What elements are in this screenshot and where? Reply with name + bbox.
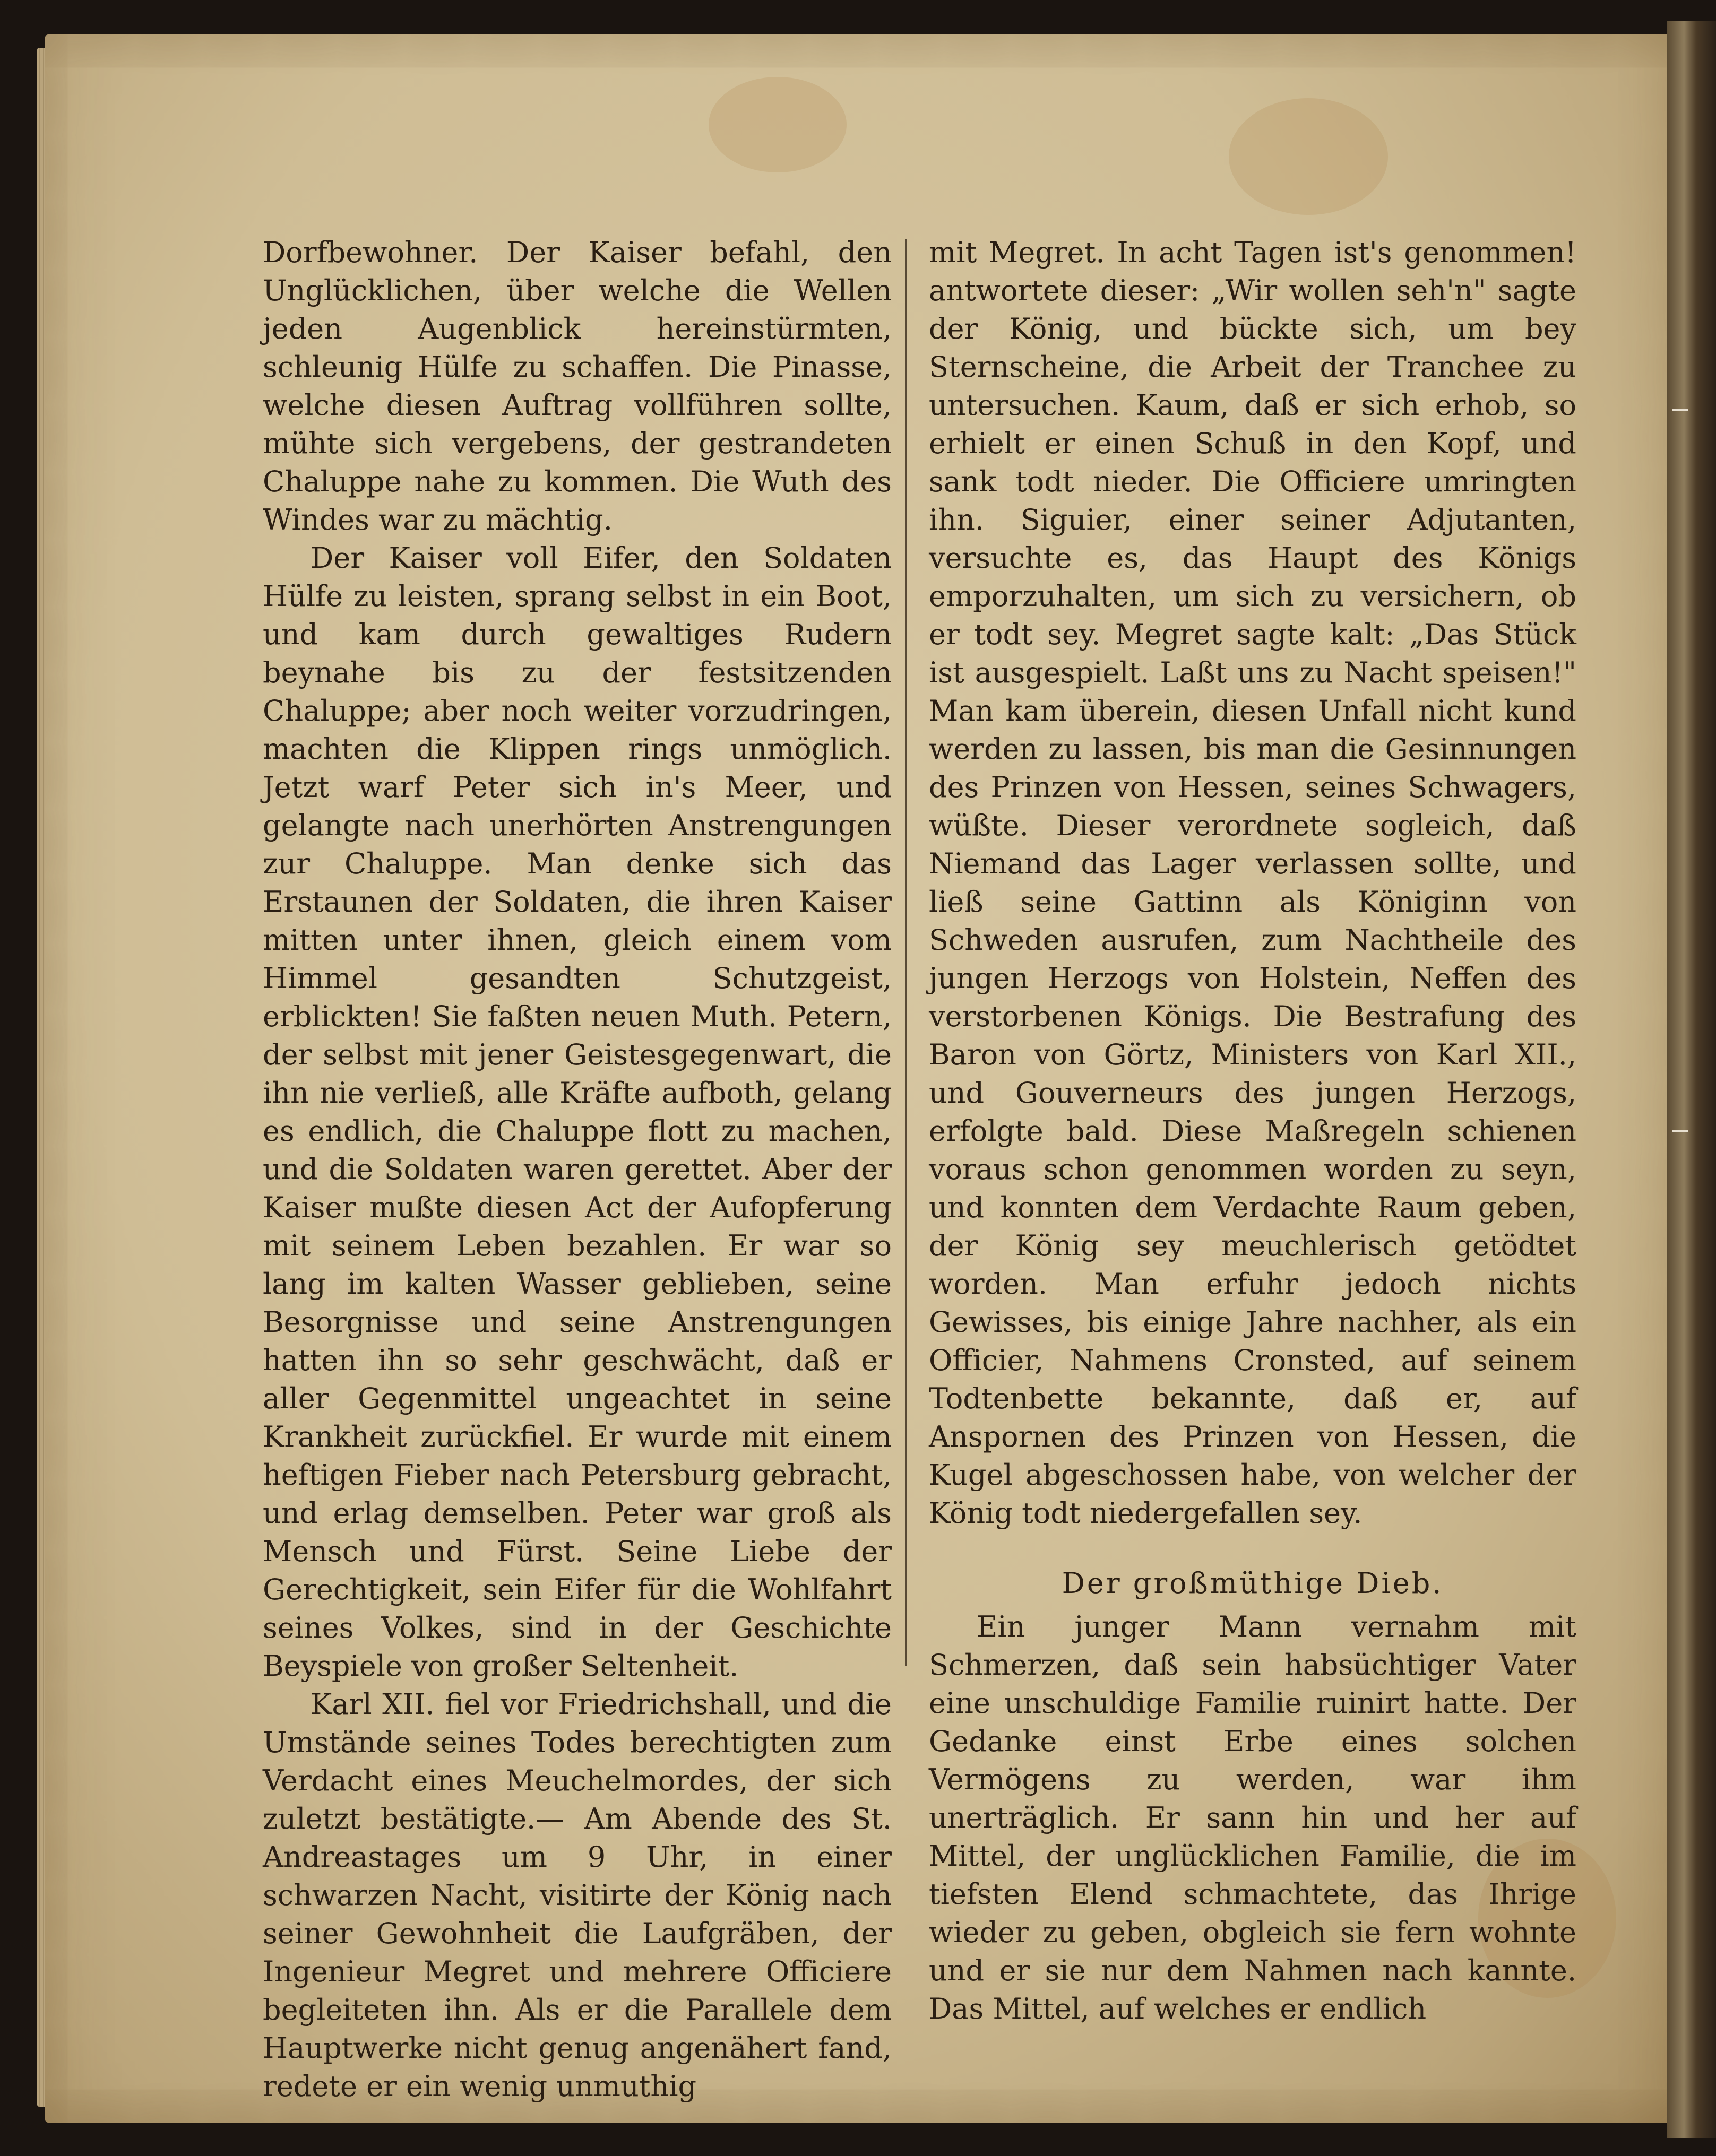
binding-stitch bbox=[1672, 409, 1688, 411]
paragraph: Dorfbewohner. Der Kaiser befahl, den Unglücklichen, über welche die Wellen jeden Augenblick hereinstürmten, schleunig Hülfe zu schaffen. Die Pinasse, welche diesen Auftrag vollführen sollte, mühte sich vergebens, der gestrandeten Chaluppe nahe zu kommen. Die Wuth des Windes war zu mächtig. bbox=[263, 236, 892, 536]
column-divider bbox=[905, 239, 907, 1666]
paragraph: mit Megret. In acht Tagen ist's genommen! antwortete dieser: „Wir wollen seh'n" sagte der König, und bückte sich, um bey Sternscheine, die Arbeit der Tranchee zu untersuchen. Kaum, daß er sich erhob, so erhielt er einen Schuß in den Kopf, und sank todt nieder. Die Officiere umringten ihn. Siguier, einer seiner Adjutanten, versuchte es, das Haupt des Königs emporzuhalten, um sich zu versichern, ob er todt sey. Megret sagte kalt: „Das Stück ist ausgespielt. Laßt uns zu Nacht speisen!" Man kam überein, diesen Unfall nicht kund werden zu lassen, bis man die Gesinnungen des Prinzen von Hessen, seines Schwagers, wüßte. Dieser verordnete sogleich, daß Niemand das Lager verlassen sollte, und ließ seine Gattinn als Königinn von Schweden ausrufen, zum Nachtheile des jungen Herzogs von Holstein, Neffen des verstorbenen Königs. Die Bestrafung des Baron von Görtz, Ministers von Karl XII., und Gouverneurs des jungen Herzogs, erfolgte bald. Diese Maßregeln schienen voraus schon genommen worden zu seyn, und konnten dem Verdachte Raum geben, der König sey meuchlerisch getödtet worden. Man erfuhr jedoch nichts Gewisses, bis einige Jahre nachher, als ein Officier, Nahmens Cronsted, auf seinem Todtenbette bekannte, daß er, auf Anspornen des Prinzen von Hessen, die Kugel abgeschossen habe, von welcher der König todt niedergefallen sey. bbox=[929, 236, 1576, 1530]
paper-stain bbox=[709, 77, 847, 172]
left-text-column bbox=[263, 233, 892, 2106]
binding-stitch bbox=[1672, 1130, 1688, 1132]
paragraph: Karl XII. fiel vor Friedrichshall, und die Umstände seines Todes berechtigten zum Verdacht eines Meuchelmordes, der sich zuletzt bestätigte.— Am Abende des St. Andreastages um 9 Uhr, in einer schwarzen Nacht, visitirte der König nach seiner Gewohnheit die Laufgräben, der Ingenieur Megret und mehrere Officiere begleiteten ihn. Als er die Parallele dem Hauptwerke nicht genug angenähert fand, redete er ein wenig unmuthig bbox=[263, 1687, 892, 2103]
paragraph: Ein junger Mann vernahm mit Schmerzen, daß sein habsüchtiger Vater eine unschuldige Familie ruinirt hatte. Der Gedanke einst Erbe eines solchen Vermögens zu werden, war ihm unerträglich. Er sann hin und her auf Mittel, der unglücklichen Familie, die im tiefsten Elend schmachtete, das Ihrige wieder zu geben, obgleich sie fern wohnte und er sie nur dem Nahmen nach kannte. Das Mittel, auf welches er endlich bbox=[929, 1610, 1576, 2025]
section-heading: Der großmüthige Dieb. bbox=[1062, 1566, 1444, 1600]
right-text-column bbox=[929, 233, 1576, 2028]
paper-stain bbox=[1229, 98, 1388, 215]
book-gutter bbox=[1667, 21, 1716, 2138]
paragraph: Der Kaiser voll Eifer, den Soldaten Hülfe zu leisten, sprang selbst in ein Boot, und kam durch gewaltiges Rudern beynahe bis zu der festsitzenden Chaluppe; aber noch weiter vorzudringen, machten die Klippen rings unmöglich. Jetzt warf Peter sich in's Meer, und gelangte nach unerhörten Anstrengungen zur Chaluppe. Man denke sich das Erstaunen der Soldaten, die ihren Kaiser mitten unter ihnen, gleich einem vom Himmel gesandten Schutzgeist, erblickten! Sie faßten neuen Muth. Petern, der selbst mit jener Geistesgegenwart, die ihn nie verließ, alle Kräfte aufboth, gelang es endlich, die Chaluppe flott zu machen, und die Soldaten waren gerettet. Aber der Kaiser mußte diesen Act der Aufopferung mit seinem Leben bezahlen. Er war so lang im kalten Wasser geblieben, seine Besorgnisse und seine Anstrengungen hatten ihn so sehr geschwächt, daß er aller Gegenmittel ungeachtet in seine Krankheit zurückfiel. Er wurde mit einem heftigen Fieber nach Petersburg gebracht, und erlag demselben. Peter war groß als Mensch und Fürst. Seine Liebe der Gerechtigkeit, sein Eifer für die Wohlfahrt seines Volkes, sind in der Geschichte Beyspiele von großer Seltenheit. bbox=[263, 541, 892, 1683]
